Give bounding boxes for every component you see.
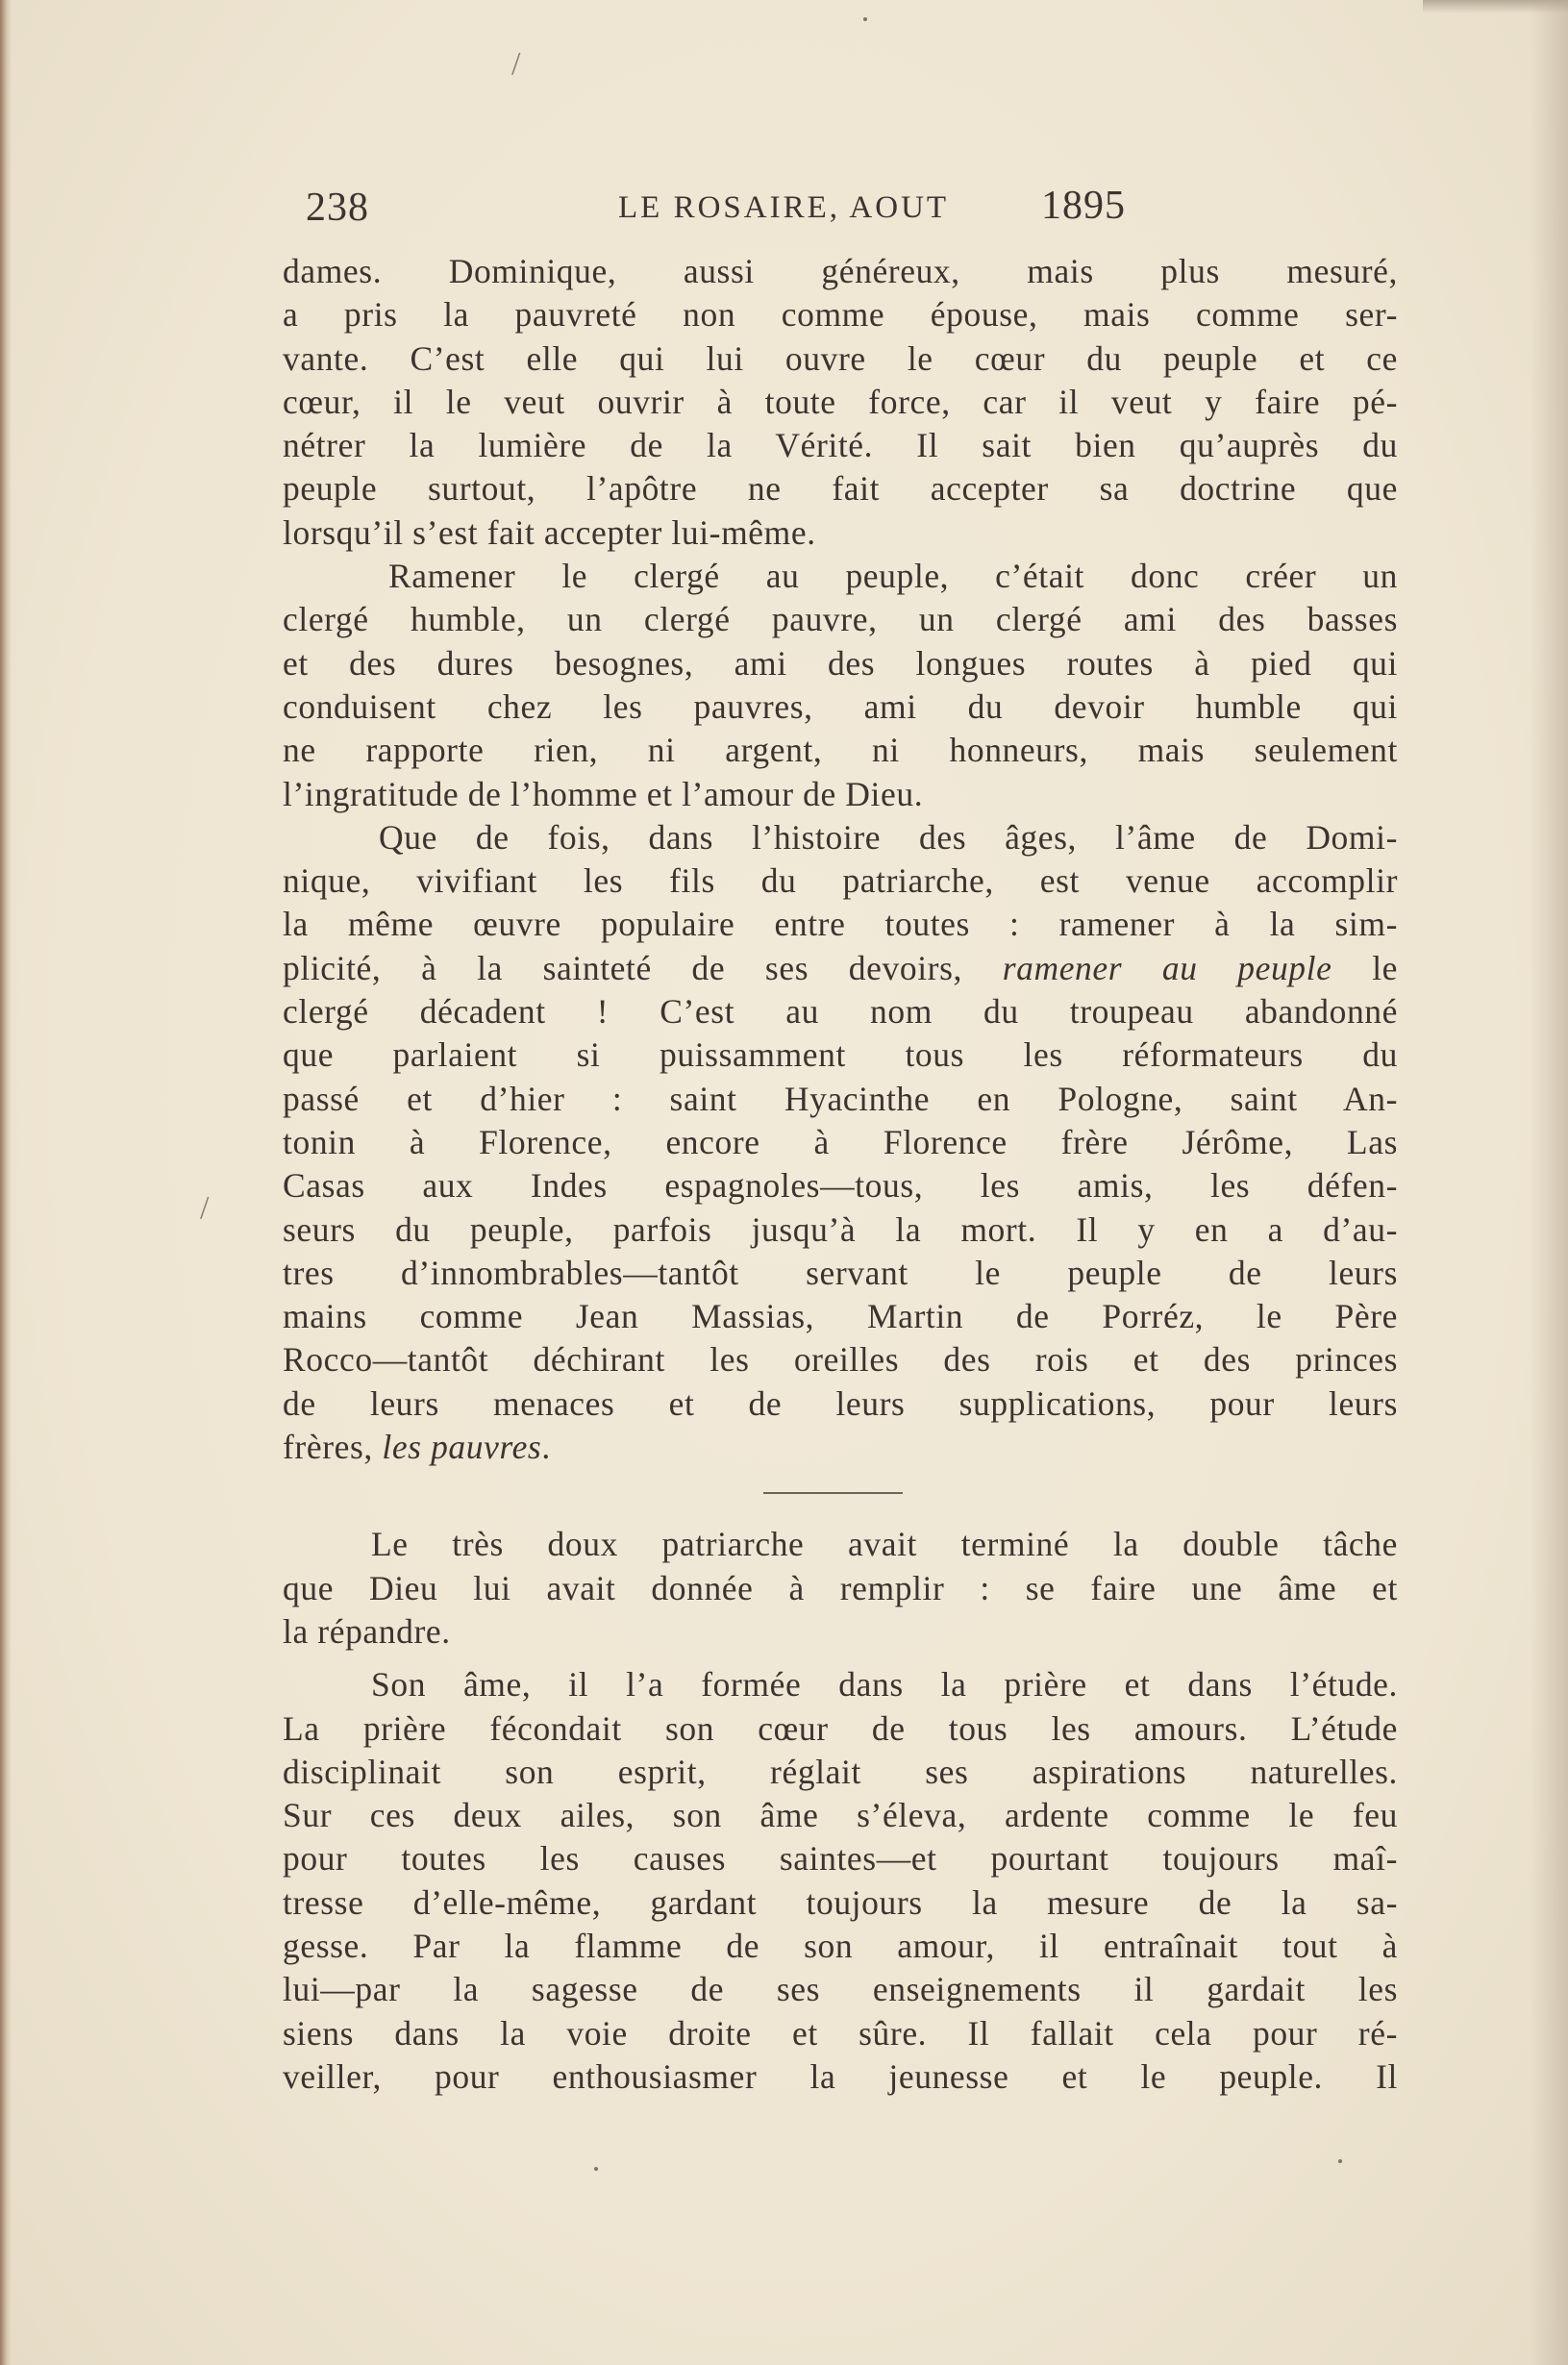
text-line (283, 1426, 1398, 1469)
page-corner-shadow (1423, 0, 1568, 13)
page-number: 238 (306, 186, 369, 230)
text-line: clergé humble, un clergé pauvre, un clergé ami des basses (283, 600, 1398, 639)
text-line: clergé décadent ! C’est au nom du troupeau abandonné (283, 992, 1398, 1032)
text-line: Sur ces deux ailes, son âme s’éleva, ardente comme le feu (283, 1796, 1398, 1835)
text-line: que Dieu lui avait donnée à remplir : se faire une âme et (283, 1568, 1398, 1607)
paper-speck (863, 17, 867, 21)
text-line: Son âme, il l’a formée dans la prière et dans l’étude. (371, 1665, 1398, 1705)
text-line: et des dures besognes, ami des longues routes à pied qui (283, 643, 1398, 683)
text-line: a pris la pauvreté non comme épouse, mais comme ser- (283, 295, 1398, 335)
text-line: Casas aux Indes espagnoles—tous, les amis, les défen- (283, 1166, 1398, 1206)
text-line: la répandre. (283, 1611, 451, 1651)
italic-phrase: les pauvres (382, 1428, 542, 1467)
paragraph-1 (283, 250, 1398, 555)
text-line (283, 947, 1398, 990)
text-line: Rocco—tantôt déchirant les oreilles des rois et des princes (283, 1340, 1398, 1380)
binding-edge (0, 0, 12, 2365)
paragraph-3 (283, 816, 1398, 1469)
text-line: pour toutes les causes saintes—et pourtant toujours maî- (283, 1839, 1398, 1879)
running-head: LE ROSAIRE, AOUT (618, 190, 950, 225)
text-run: le (1372, 948, 1399, 987)
section-separator (763, 1492, 903, 1494)
paragraph-4 (283, 1523, 1398, 1654)
page-body (283, 250, 1398, 2099)
text-line: tres d’innombrables—tantôt servant le peuple de leurs (283, 1253, 1398, 1292)
text-line: de leurs menaces et de leurs supplications, pour leurs (283, 1383, 1398, 1423)
text-run: . (541, 1428, 551, 1467)
text-line: cœur, il le veut ouvrir à toute force, car il veut y faire pé- (283, 382, 1398, 421)
text-run: plicité, à la sainteté de ses devoirs, (283, 948, 962, 987)
text-run: frères, (283, 1428, 373, 1467)
text-line: Ramener le clergé au peuple, c’était donc créer un (388, 557, 1398, 596)
text-line: tonin à Florence, encore à Florence frère Jérôme, Las (283, 1122, 1398, 1161)
text-line: gesse. Par la flamme de son amour, il entraînait tout à (283, 1926, 1398, 1965)
text-line: disciplinait son esprit, réglait ses aspirations naturelles. (283, 1752, 1398, 1791)
paragraph-2 (283, 555, 1398, 816)
italic-phrase: ramener au peuple (1002, 948, 1332, 987)
text-line: que parlaient si puissamment tous les réformateurs du (283, 1035, 1398, 1075)
text-line: vante. C’est elle qui lui ouvre le cœur du peuple et ce (283, 338, 1398, 378)
text-line: passé et d’hier : saint Hyacinthe en Pologne, saint An- (283, 1079, 1398, 1118)
text-line: veiller, pour enthousiasmer la jeunesse et le peuple. Il (283, 2056, 1398, 2096)
text-line: dames. Dominique, aussi généreux, mais plus mesuré, (283, 252, 1398, 290)
text-line: ne rapporte rien, ni argent, ni honneurs, mais seulement (283, 731, 1398, 770)
pencil-mark: / (511, 46, 521, 82)
margin-pencil-mark: / (200, 1190, 210, 1226)
text-line: la même œuvre populaire entre toutes : ramener à la sim- (283, 905, 1398, 944)
text-line: lorsqu’il s’est fait accepter lui-même. (283, 512, 816, 552)
text-line: nique, vivifiant les fils du patriarche, est venue accomplir (283, 861, 1398, 901)
text-line: nétrer la lumière de la Vérité. Il sait bien qu’auprès du (283, 426, 1398, 465)
paragraph-5 (283, 1663, 1398, 2099)
text-line: siens dans la voie droite et sûre. Il fallait cela pour ré- (283, 2013, 1398, 2053)
text-line: La prière fécondait son cœur de tous les amours. L’étude (283, 1708, 1398, 1748)
text-line: lui—par la sagesse de ses enseignements il gardait les (283, 1970, 1398, 2009)
text-line: tresse d’elle-même, gardant toujours la mesure de la sa- (283, 1882, 1398, 1922)
text-line: l’ingratitude de l’homme et l’amour de Dieu. (283, 774, 924, 813)
text-line: seurs du peuple, parfois jusqu’à la mort. Il y en a d’au- (283, 1209, 1398, 1249)
page-header (306, 185, 1421, 242)
paper-speck (594, 2167, 598, 2171)
text-line: mains comme Jean Massias, Martin de Porréz, le Père (283, 1297, 1398, 1336)
text-line: Que de fois, dans l’histoire des âges, l’âme de Domi- (379, 817, 1398, 857)
text-line: conduisent chez les pauvres, ami du devoir humble qui (283, 686, 1398, 726)
text-line: Le très doux patriarche avait terminé la double tâche (371, 1525, 1398, 1564)
page-edge (1530, 0, 1568, 2365)
paper-speck (1338, 2159, 1342, 2163)
text-line: peuple surtout, l’apôtre ne fait accepter sa doctrine que (283, 469, 1398, 509)
running-head-year: 1895 (1041, 184, 1126, 228)
